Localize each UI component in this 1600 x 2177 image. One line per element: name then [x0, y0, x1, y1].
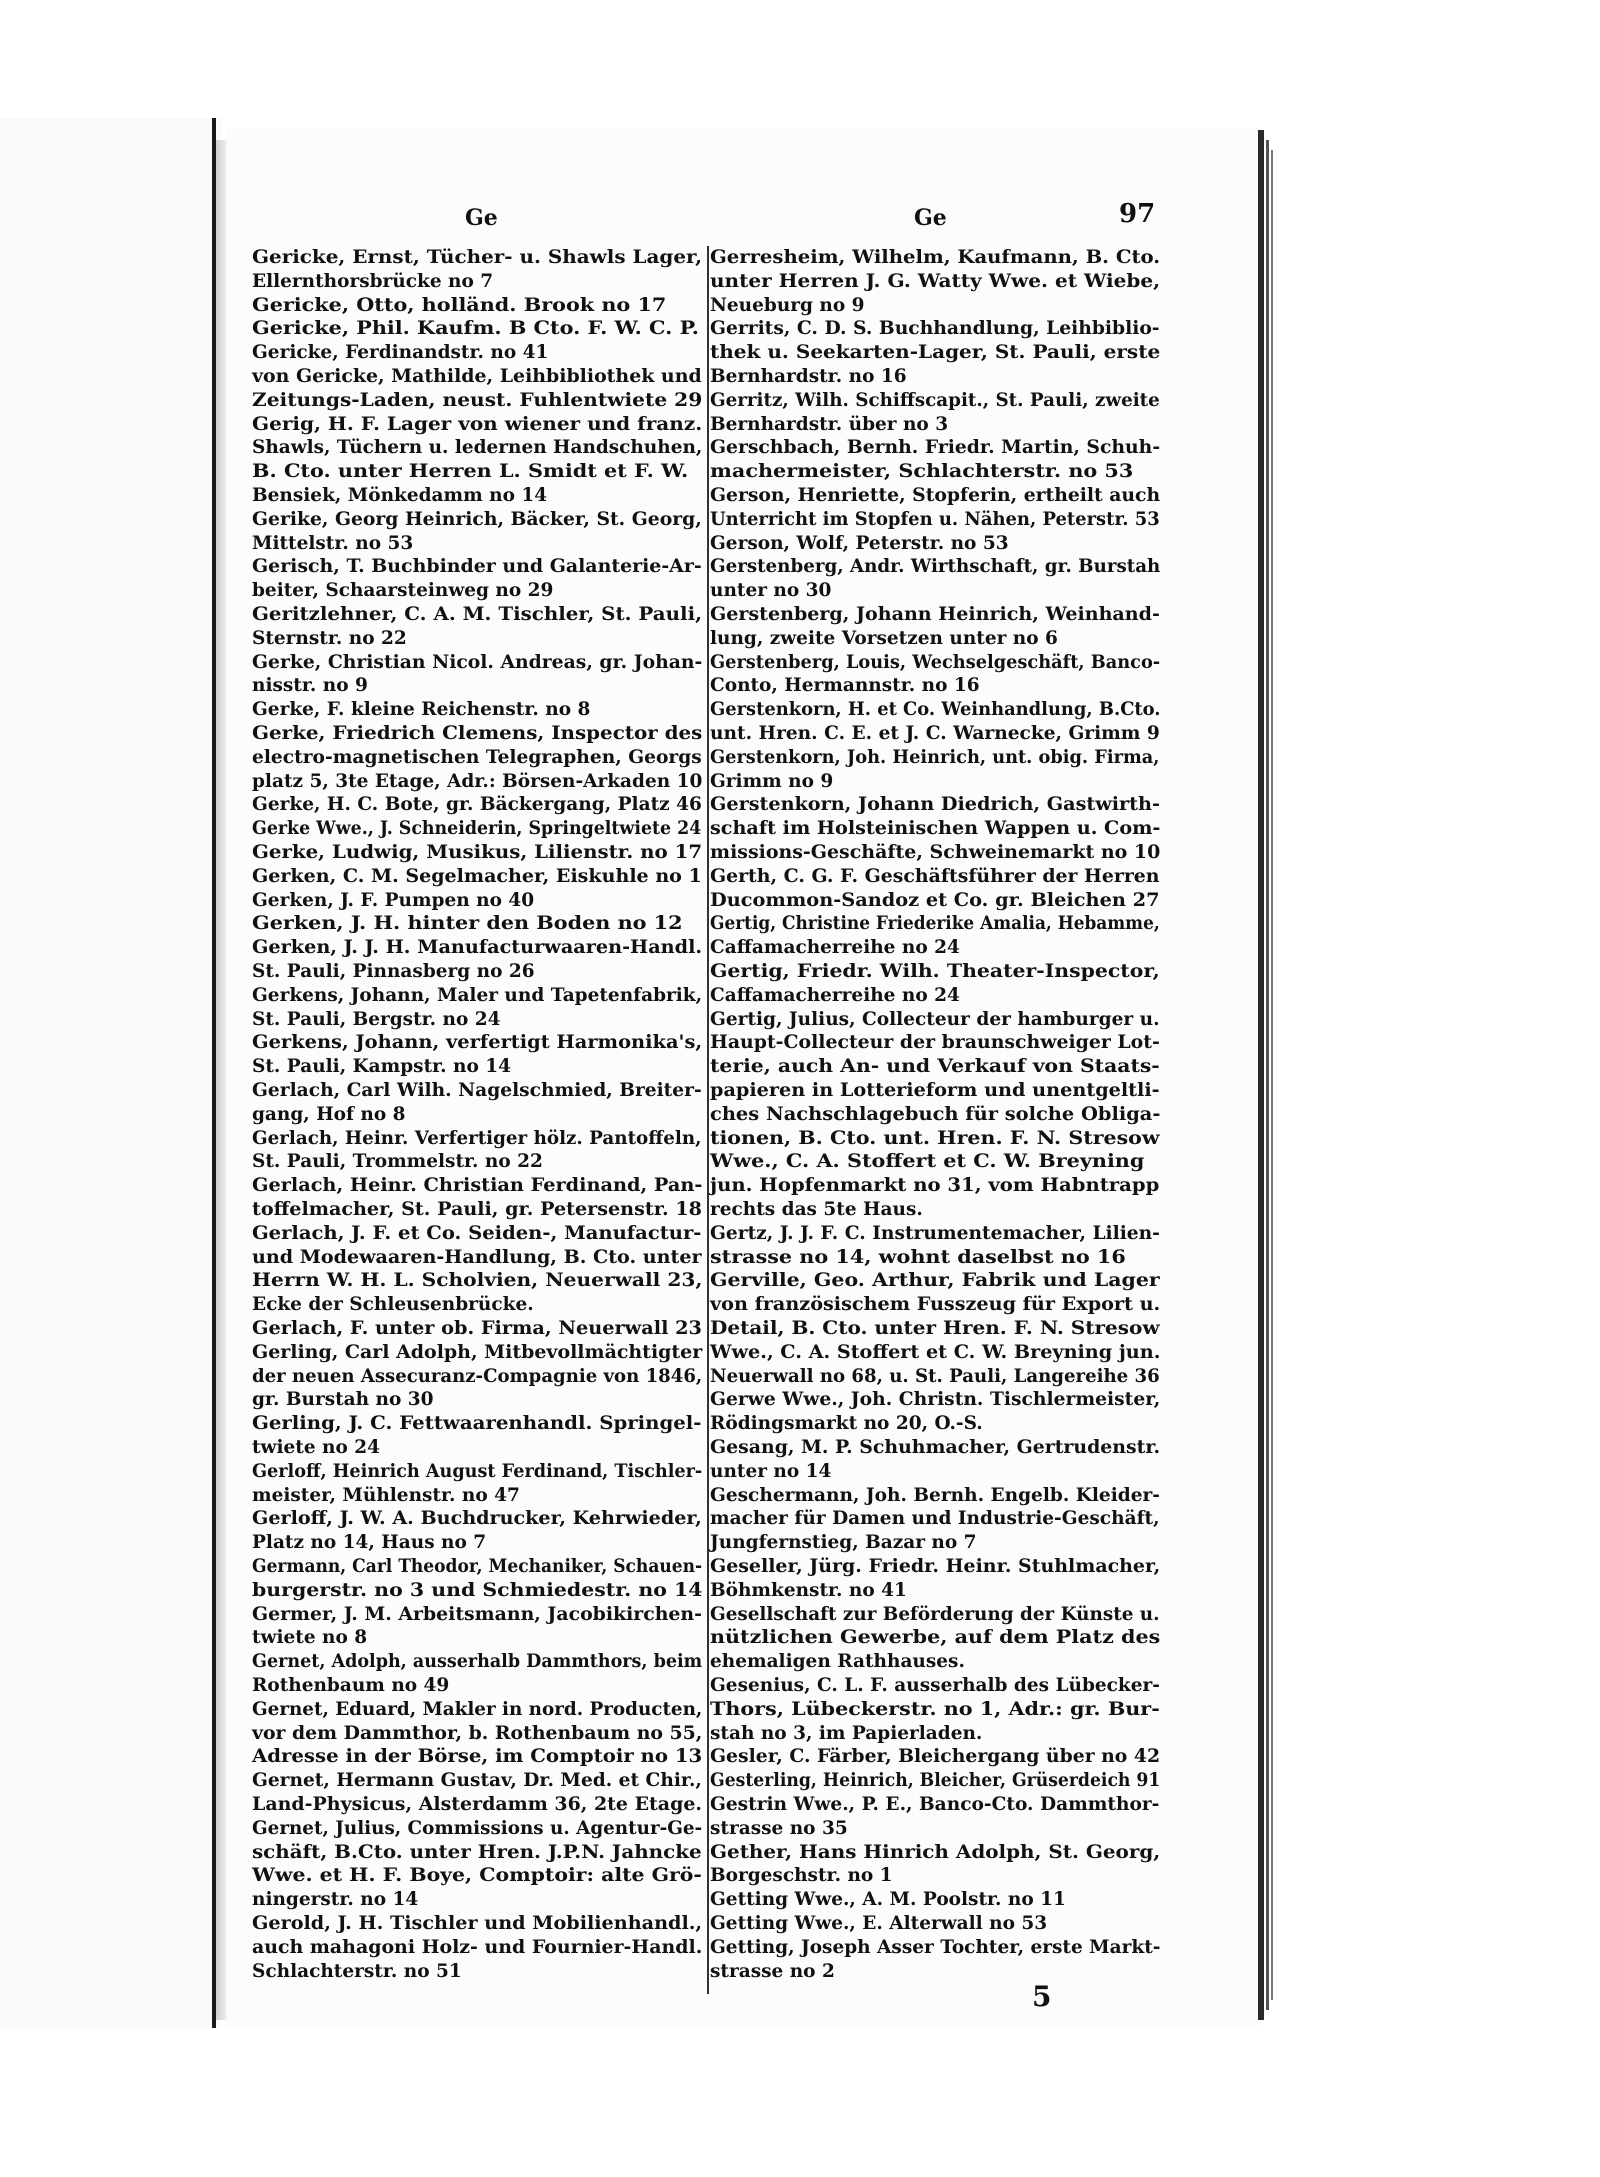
directory-entry-line: Geseller, Jürg. Friedr. Heinr. Stuhlmacher, [710, 1556, 1161, 1577]
directory-entry-line: Gesterling, Heinrich, Bleicher, Grüserdeich 91 [710, 1770, 1161, 1792]
directory-entry-line: Gernet, Adolph, ausserhalb Dammthors, beim [252, 1651, 703, 1673]
directory-entry-line: tionen, B. Cto. unt. Hren. F. N. Stresow [710, 1127, 1160, 1149]
directory-entry-line: Borgeschstr. no 1 [710, 1865, 893, 1887]
directory-entry-line: Gerken, J. F. Pumpen no 40 [252, 889, 535, 911]
directory-entry-line: Gerig, H. F. Lager von wiener und franz. [252, 413, 703, 435]
directory-entry-line: B. Cto. unter Herren L. Smidt et F. W. [252, 461, 689, 483]
directory-entry-line: twiete no 24 [252, 1437, 381, 1458]
directory-entry-line: Gesenius, C. L. F. ausserhalb des Lübecker- [710, 1675, 1160, 1696]
directory-entry-line: rechts das 5te Haus. [710, 1199, 923, 1220]
running-head-right: Ge [914, 205, 947, 231]
directory-entry-line: Gerlach, Carl Wilh. Nagelschmied, Breiter- [252, 1080, 702, 1101]
directory-entry-line: Herrn W. H. L. Scholvien, Neuerwall 23, [252, 1270, 703, 1292]
directory-entry-line: Schlachterstr. no 51 [252, 1960, 462, 1982]
directory-entry-line: strasse no 2 [710, 1960, 835, 1982]
directory-entry-line: machermeister, Schlachterstr. no 53 [710, 461, 1134, 483]
directory-entry-line: Gerstenkorn, H. et Co. Weinhandlung, B.Cto. [710, 699, 1161, 721]
directory-entry-line: Gericke, Ernst, Tücher- u. Shawls Lager, [252, 247, 703, 268]
page-edge [1266, 140, 1269, 2010]
directory-entry-line: gr. Burstah no 30 [252, 1389, 434, 1411]
directory-entry-line: Geschermann, Joh. Bernh. Engelb. Kleider- [710, 1484, 1160, 1506]
directory-entry-line: Gerkens, Johann, verfertigt Harmonika's, [252, 1032, 703, 1054]
directory-entry-line: Gertig, Friedr. Wilh. Theater-Inspector, [710, 961, 1160, 982]
directory-entry-line: Gerlach, Heinr. Verfertiger hölz. Pantoffeln, [252, 1127, 702, 1149]
directory-entry-line: Caffamacherreihe no 24 [710, 984, 960, 1006]
directory-entry-line: Gesellschaft zur Beförderung der Künste u. [710, 1603, 1160, 1625]
page-edge [1258, 130, 1264, 2020]
directory-entry-line: Germann, Carl Theodor, Mechaniker, Schauen- [252, 1556, 703, 1577]
directory-entry-line: Gernet, Hermann Gustav, Dr. Med. et Chir., [252, 1770, 702, 1792]
directory-entry-line: Conto, Hermannstr. no 16 [710, 675, 980, 697]
directory-entry-line: Gerkens, Johann, Maler und Tapetenfabrik, [252, 984, 703, 1006]
directory-entry-line: Gesang, M. P. Schuhmacher, Gertrudenstr. [710, 1437, 1161, 1458]
directory-entry-line: Gerlach, Heinr. Christian Ferdinand, Pan- [252, 1175, 703, 1197]
directory-entry-line: Gernet, Julius, Commissions u. Agentur-Ge- [252, 1817, 703, 1839]
directory-entry-line: Gerisch, T. Buchbinder und Galanterie-Ar- [252, 556, 702, 578]
directory-entry-line: Sternstr. no 22 [252, 627, 407, 649]
directory-entry-line: Gerstenberg, Louis, Wechselgeschäft, Banco- [710, 651, 1161, 673]
directory-entry-line: Neuerwall no 68, u. St. Pauli, Langereihe 36 [710, 1365, 1160, 1387]
directory-entry-line: twiete no 8 [252, 1627, 368, 1649]
directory-entry-line: Gerke, Friedrich Clemens, Inspector des [252, 723, 703, 744]
directory-entry-line: Wwe., C. A. Stoffert et C. W. Breyning [710, 1151, 1145, 1173]
directory-entry-line: Shawls, Tüchern u. ledernen Handschuhen, [252, 437, 703, 459]
directory-entry-line: Gerke, Christian Nicol. Andreas, gr. Johan- [252, 651, 703, 673]
directory-entry-line: Ellernthorsbrücke no 7 [252, 270, 494, 292]
directory-entry-line: Gerken, J. H. hinter den Boden no 12 [252, 913, 683, 935]
directory-entry-line: St. Pauli, Trommelstr. no 22 [252, 1151, 543, 1173]
directory-entry-line: Gerwe Wwe., Joh. Christn. Tischlermeister, [710, 1389, 1161, 1411]
directory-entry-line: Land-Physicus, Alsterdamm 36, 2te Etage. [252, 1794, 703, 1815]
directory-entry-line: Gerville, Geo. Arthur, Fabrik und Lager [710, 1270, 1160, 1292]
directory-entry-line: Getting Wwe., A. M. Poolstr. no 11 [710, 1889, 1066, 1911]
directory-entry-line: Getting, Joseph Asser Tochter, erste Markt- [710, 1936, 1161, 1958]
directory-entry-line: Platz no 14, Haus no 7 [252, 1532, 487, 1554]
signature-mark: 5 [1032, 1980, 1052, 2013]
directory-entry-line: Unterricht im Stopfen u. Nähen, Peterstr. 53 [710, 508, 1160, 530]
directory-entry-line: und Modewaaren-Handlung, B. Cto. unter [252, 1246, 702, 1268]
directory-entry-line: unt. Hren. C. E. et J. C. Warnecke, Grimm 9 [710, 723, 1160, 744]
page-edge [1271, 150, 1273, 2000]
directory-entry-line: Gerrits, C. D. S. Buchhandlung, Leihbiblio- [710, 318, 1160, 340]
directory-entry-line: Gerson, Henriette, Stopferin, ertheilt auch [710, 485, 1161, 506]
directory-entry-line: Mittelstr. no 53 [252, 532, 414, 554]
directory-entry-line: Gertz, J. J. F. C. Instrumentemacher, Lilien- [710, 1222, 1160, 1244]
directory-entry-line: terie, auch An- und Verkauf von Staats- [710, 1056, 1160, 1078]
directory-entry-line: Gerling, Carl Adolph, Mitbevollmächtigter [252, 1341, 703, 1363]
directory-entry-line: thek u. Seekarten-Lager, St. Pauli, erste [710, 342, 1161, 364]
directory-entry-line: Gericke, Otto, holländ. Brook no 17 [252, 294, 667, 316]
page-number: 97 [1119, 199, 1156, 229]
directory-entry-line: Gerken, J. J. H. Manufacturwaaren-Handl. [252, 937, 703, 959]
directory-entry-line: macher für Damen und Industrie-Geschäft, [710, 1508, 1160, 1530]
directory-entry-line: unter no 14 [710, 1460, 832, 1482]
directory-entry-line: von französischem Fusszeug für Export u. [710, 1294, 1161, 1316]
directory-entry-line: toffelmacher, St. Pauli, gr. Petersenstr. 18 [252, 1199, 702, 1220]
left-page [0, 118, 222, 2028]
directory-entry-line: St. Pauli, Bergstr. no 24 [252, 1008, 501, 1030]
directory-entry-line: Gernet, Eduard, Makler in nord. Producten, [252, 1698, 703, 1720]
directory-entry-line: Grimm no 9 [710, 770, 834, 792]
directory-entry-line: Gerschbach, Bernh. Friedr. Martin, Schuh- [710, 437, 1161, 459]
directory-entry-line: Neueburg no 9 [710, 294, 865, 316]
directory-entry-line: Böhmkenstr. no 41 [710, 1579, 907, 1601]
directory-entry-line: schäft, B.Cto. unter Hren. J.P.N. Jahncke [252, 1841, 702, 1863]
directory-entry-line: Ducommon-Sandoz et Co. gr. Bleichen 27 [710, 889, 1160, 911]
directory-entry-line: Gerold, J. H. Tischler und Mobilienhandl., [252, 1913, 703, 1934]
directory-entry-line: ches Nachschlagebuch für solche Obliga- [710, 1103, 1161, 1125]
directory-entry-line: nisstr. no 9 [252, 675, 368, 697]
directory-entry-line: missions-Geschäfte, Schweinemarkt no 10 [710, 842, 1161, 863]
directory-entry-line: Gerken, C. M. Segelmacher, Eiskuhle no 1 [252, 865, 702, 887]
directory-entry-line: Haupt-Collecteur der braunschweiger Lot- [710, 1032, 1160, 1054]
directory-entry-line: Detail, B. Cto. unter Hren. F. N. Stresow [710, 1318, 1160, 1339]
directory-entry-line: Gerth, C. G. F. Geschäftsführer der Herren [710, 865, 1160, 887]
directory-entry-line: Gerike, Georg Heinrich, Bäcker, St. Georg, [252, 508, 702, 530]
directory-entry-line: Gerlach, J. F. et Co. Seiden-, Manufactur- [252, 1222, 702, 1244]
directory-entry-line: Gerke, H. C. Bote, gr. Bäckergang, Platz 46 [252, 794, 702, 816]
running-head-left: Ge [465, 205, 498, 231]
directory-entry-line: Gerritz, Wilh. Schiffscapit., St. Pauli, zweite [710, 389, 1160, 411]
directory-entry-line: burgerstr. no 3 und Schmiedestr. no 14 [252, 1579, 703, 1601]
directory-entry-line: Gericke, Ferdinandstr. no 41 [252, 342, 549, 364]
directory-entry-line: Wwe. et H. F. Boye, Comptoir: alte Grö- [252, 1865, 702, 1887]
directory-entry-line: St. Pauli, Pinnasberg no 26 [252, 961, 535, 982]
directory-entry-line: lung, zweite Vorsetzen unter no 6 [710, 627, 1058, 649]
directory-entry-line: beiter, Schaarsteinweg no 29 [252, 580, 554, 602]
directory-entry-line: Getting Wwe., E. Alterwall no 53 [710, 1913, 1048, 1934]
directory-entry-line: Gericke, Phil. Kaufm. B Cto. F. W. C. P. [252, 318, 699, 340]
directory-entry-line: Caffamacherreihe no 24 [710, 937, 960, 959]
directory-entry-line: gang, Hof no 8 [252, 1103, 406, 1125]
directory-entry-line: strasse no 35 [710, 1817, 848, 1839]
directory-entry-line: meister, Mühlenstr. no 47 [252, 1484, 520, 1506]
directory-entry-line: auch mahagoni Holz- und Fournier-Handl. [252, 1936, 703, 1958]
directory-entry-line: Gerresheim, Wilhelm, Kaufmann, B. Cto. [710, 247, 1161, 268]
directory-entry-line: Gestrin Wwe., P. E., Banco-Cto. Dammthor- [710, 1794, 1160, 1815]
directory-entry-line: Rödingsmarkt no 20, O.-S. [710, 1413, 983, 1435]
directory-entry-line: platz 5, 3te Etage, Adr.: Börsen-Arkaden 10 [252, 770, 703, 792]
directory-entry-line: Gerke Wwe., J. Schneiderin, Springeltwiete 24 [252, 818, 702, 840]
directory-entry-line: Germer, J. M. Arbeitsmann, Jacobikirchen- [252, 1603, 702, 1625]
directory-entry-line: Gerstenkorn, Joh. Heinrich, unt. obig. Firma, [710, 746, 1160, 768]
directory-entry-line: Gesler, C. Färber, Bleichergang über no 42 [710, 1746, 1161, 1768]
directory-entry-line: strasse no 14, wohnt daselbst no 16 [710, 1246, 1126, 1268]
directory-entry-line: Gerstenberg, Johann Heinrich, Weinhand- [710, 604, 1160, 625]
directory-entry-line: Rothenbaum no 49 [252, 1675, 450, 1696]
directory-entry-line: Gerson, Wolf, Peterstr. no 53 [710, 532, 1009, 554]
directory-entry-line: Gerloff, Heinrich August Ferdinand, Tischler- [252, 1460, 703, 1482]
directory-entry-line: nützlichen Gewerbe, auf dem Platz des [710, 1627, 1161, 1649]
directory-entry-line: jun. Hopfenmarkt no 31, vom Habntrapp [710, 1175, 1160, 1197]
directory-entry-line: Gerke, F. kleine Reichenstr. no 8 [252, 699, 591, 721]
directory-entry-line: Gertig, Christine Friederike Amalia, Hebamme, [710, 913, 1160, 935]
directory-entry-line: Wwe., C. A. Stoffert et C. W. Breyning jun. [710, 1341, 1161, 1363]
directory-entry-line: Gerstenkorn, Johann Diedrich, Gastwirth- [710, 794, 1160, 816]
directory-entry-line: Geritzlehner, C. A. M. Tischler, St. Pauli, [252, 604, 703, 625]
directory-entry-line: schaft im Holsteinischen Wappen u. Com- [710, 818, 1161, 840]
directory-entry-line: Gerstenberg, Andr. Wirthschaft, gr. Burstah [710, 556, 1161, 578]
directory-entry-line: Jungfernstieg, Bazar no 7 [710, 1532, 977, 1554]
directory-entry-line: ehemaligen Rathhauses. [710, 1651, 965, 1673]
directory-entry-line: unter no 30 [710, 580, 832, 602]
directory-entry-line: Ecke der Schleusenbrücke. [252, 1294, 534, 1316]
directory-entry-line: Bernhardstr. über no 3 [710, 413, 949, 435]
directory-entry-line: stah no 3, im Papierladen. [710, 1722, 983, 1744]
directory-entry-line: Zeitungs-Laden, neust. Fuhlentwiete 29 [252, 389, 703, 411]
directory-entry-line: Thors, Lübeckerstr. no 1, Adr.: gr. Bur- [710, 1698, 1160, 1720]
directory-entry-line: Gerke, Ludwig, Musikus, Lilienstr. no 17 [252, 842, 703, 863]
directory-entry-line: Bensiek, Mönkedamm no 14 [252, 485, 548, 506]
directory-entry-line: Gether, Hans Hinrich Adolph, St. Georg, [710, 1841, 1161, 1863]
directory-entry-line: von Gericke, Mathilde, Leihbibliothek und [252, 366, 702, 387]
directory-entry-line: St. Pauli, Kampstr. no 14 [252, 1056, 512, 1078]
directory-entry-line: Adresse in der Börse, im Comptoir no 13 [252, 1746, 703, 1768]
directory-entry-line: ningerstr. no 14 [252, 1889, 419, 1911]
directory-entry-line: der neuen Assecuranz-Compagnie von 1846, [252, 1365, 703, 1387]
directory-entry-line: Gerloff, J. W. A. Buchdrucker, Kehrwieder, [252, 1508, 702, 1530]
directory-entry-line: unter Herren J. G. Watty Wwe. et Wiebe, [710, 270, 1161, 292]
directory-entry-line: Bernhardstr. no 16 [710, 366, 907, 387]
column-divider [707, 246, 709, 1994]
directory-entry-line: Gertig, Julius, Collecteur der hamburger u. [710, 1008, 1160, 1030]
directory-entry-line: Gerlach, F. unter ob. Firma, Neuerwall 23 [252, 1318, 702, 1339]
directory-entry-line: Gerling, J. C. Fettwaarenhandl. Springel- [252, 1413, 702, 1435]
directory-entry-line: electro-magnetischen Telegraphen, Georgs [252, 746, 702, 768]
directory-entry-line: papieren in Lotterieform und unentgeltli- [710, 1080, 1160, 1101]
directory-entry-line: vor dem Dammthor, b. Rothenbaum no 55, [252, 1722, 703, 1744]
